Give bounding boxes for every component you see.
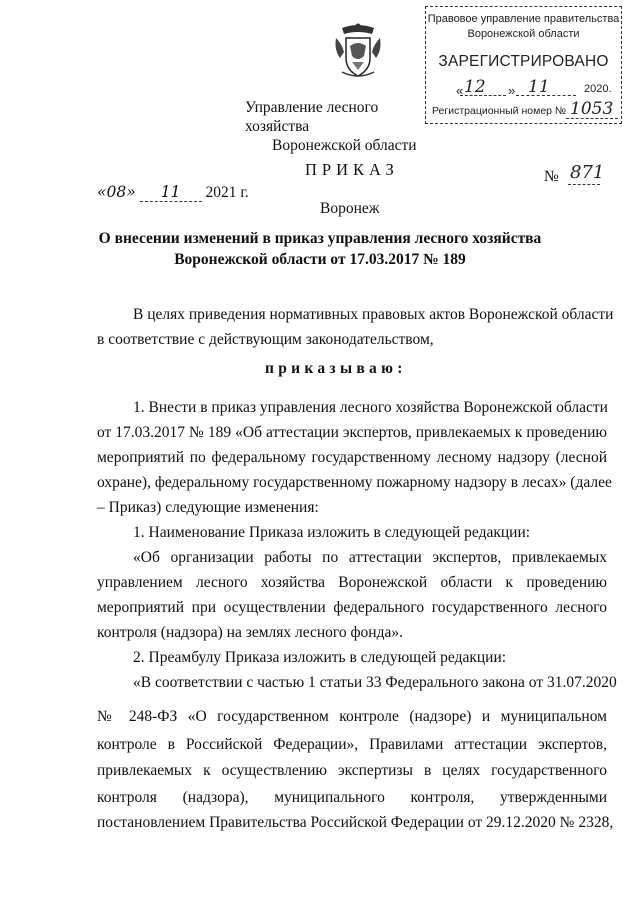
doc-number-label: № <box>544 168 559 185</box>
doc-date <box>97 183 249 202</box>
org-line-2: Воронежской области <box>272 137 417 154</box>
body-line: управлением лесного хозяйства Воронежской области к проведению <box>97 574 607 591</box>
body-line: контроля (надзора), муниципального контроля, утвержденными <box>97 789 607 806</box>
coat-of-arms-icon <box>332 22 384 80</box>
body-line: № 248-ФЗ «О государственном контроле (надзоре) и муниципальном <box>97 708 607 725</box>
body-line: – Приказ) следующие изменения: <box>97 499 319 516</box>
doc-title-line-1: О внесении изменений в приказ управления лесного хозяйства <box>98 230 542 247</box>
stamp-date-year: 2020. <box>584 83 612 95</box>
body-line: постановлением Правительства Российской Федерации от 29.12.2020 № 2328, <box>97 814 614 831</box>
body-line: привлекаемых к осуществлению экспертизы в целях государственного <box>97 762 607 779</box>
doc-number: 871 <box>570 162 605 183</box>
body-line: мероприятий при осуществлении федерального государственного лесного <box>97 599 607 616</box>
preamble-line-1: В целях приведения нормативных правовых актов Воронежской области <box>133 306 614 323</box>
body-line: от 17.03.2017 № 189 «Об аттестации экспертов, привлекаемых к проведению <box>97 424 607 441</box>
registration-stamp <box>425 6 622 124</box>
org-line-1: Управление лесного хозяйства <box>245 99 379 135</box>
stamp-line-1: Правовое управление правительства <box>427 13 620 25</box>
doc-city: Воронеж <box>320 200 380 217</box>
body-line: «Об организации работы по аттестации экспертов, привлекаемых <box>133 549 607 566</box>
doc-title <box>60 228 580 270</box>
stamp-line-2: Воронежской области <box>467 28 580 40</box>
stamp-reg-number: 1053 <box>570 99 614 119</box>
doc-date-year: 2021 г. <box>205 184 249 201</box>
body-line: «В соответствии с частью 1 статьи 33 Федерального закона от 31.07.2020 <box>133 674 617 691</box>
doc-type: ПРИКАЗ <box>305 160 399 179</box>
doc-date-day: «08» <box>97 183 136 201</box>
stamp-date: « 12 » 11 2020. <box>456 77 612 98</box>
doc-date-month: 11 <box>140 183 202 202</box>
stamp-reg-number-label: Регистрационный номер № <box>432 105 567 117</box>
order-word: приказываю: <box>265 360 407 377</box>
stamp-registered: ЗАРЕГИСТРИРОВАНО <box>438 53 609 70</box>
body-line: контроле в Российской Федерации», Правилами аттестации экспертов, <box>97 736 607 753</box>
doc-title-line-2: Воронежской области от 17.03.2017 № 189 <box>174 251 466 268</box>
body-line: 2. Преамбулу Приказа изложить в следующей редакции: <box>133 649 507 666</box>
preamble-line-2: в соответствие с действующим законодательством, <box>97 331 434 348</box>
stamp-reg-number-row <box>432 99 622 119</box>
body-line: охране), федеральному государственному пожарному надзору в лесах» (далее <box>97 474 612 491</box>
body-line: 1. Наименование Приказа изложить в следующей редакции: <box>133 524 531 541</box>
body-line: 1. Внести в приказ управления лесного хозяйства Воронежской области <box>133 399 608 416</box>
stamp-date-month: 11 <box>528 77 550 97</box>
org-name <box>245 98 445 155</box>
stamp-date-day: 12 <box>464 77 486 97</box>
body-line: контроля (надзора) на землях лесного фонда». <box>97 624 403 641</box>
body-line: мероприятий по федеральному государственному лесному надзору (лесной <box>97 449 607 466</box>
